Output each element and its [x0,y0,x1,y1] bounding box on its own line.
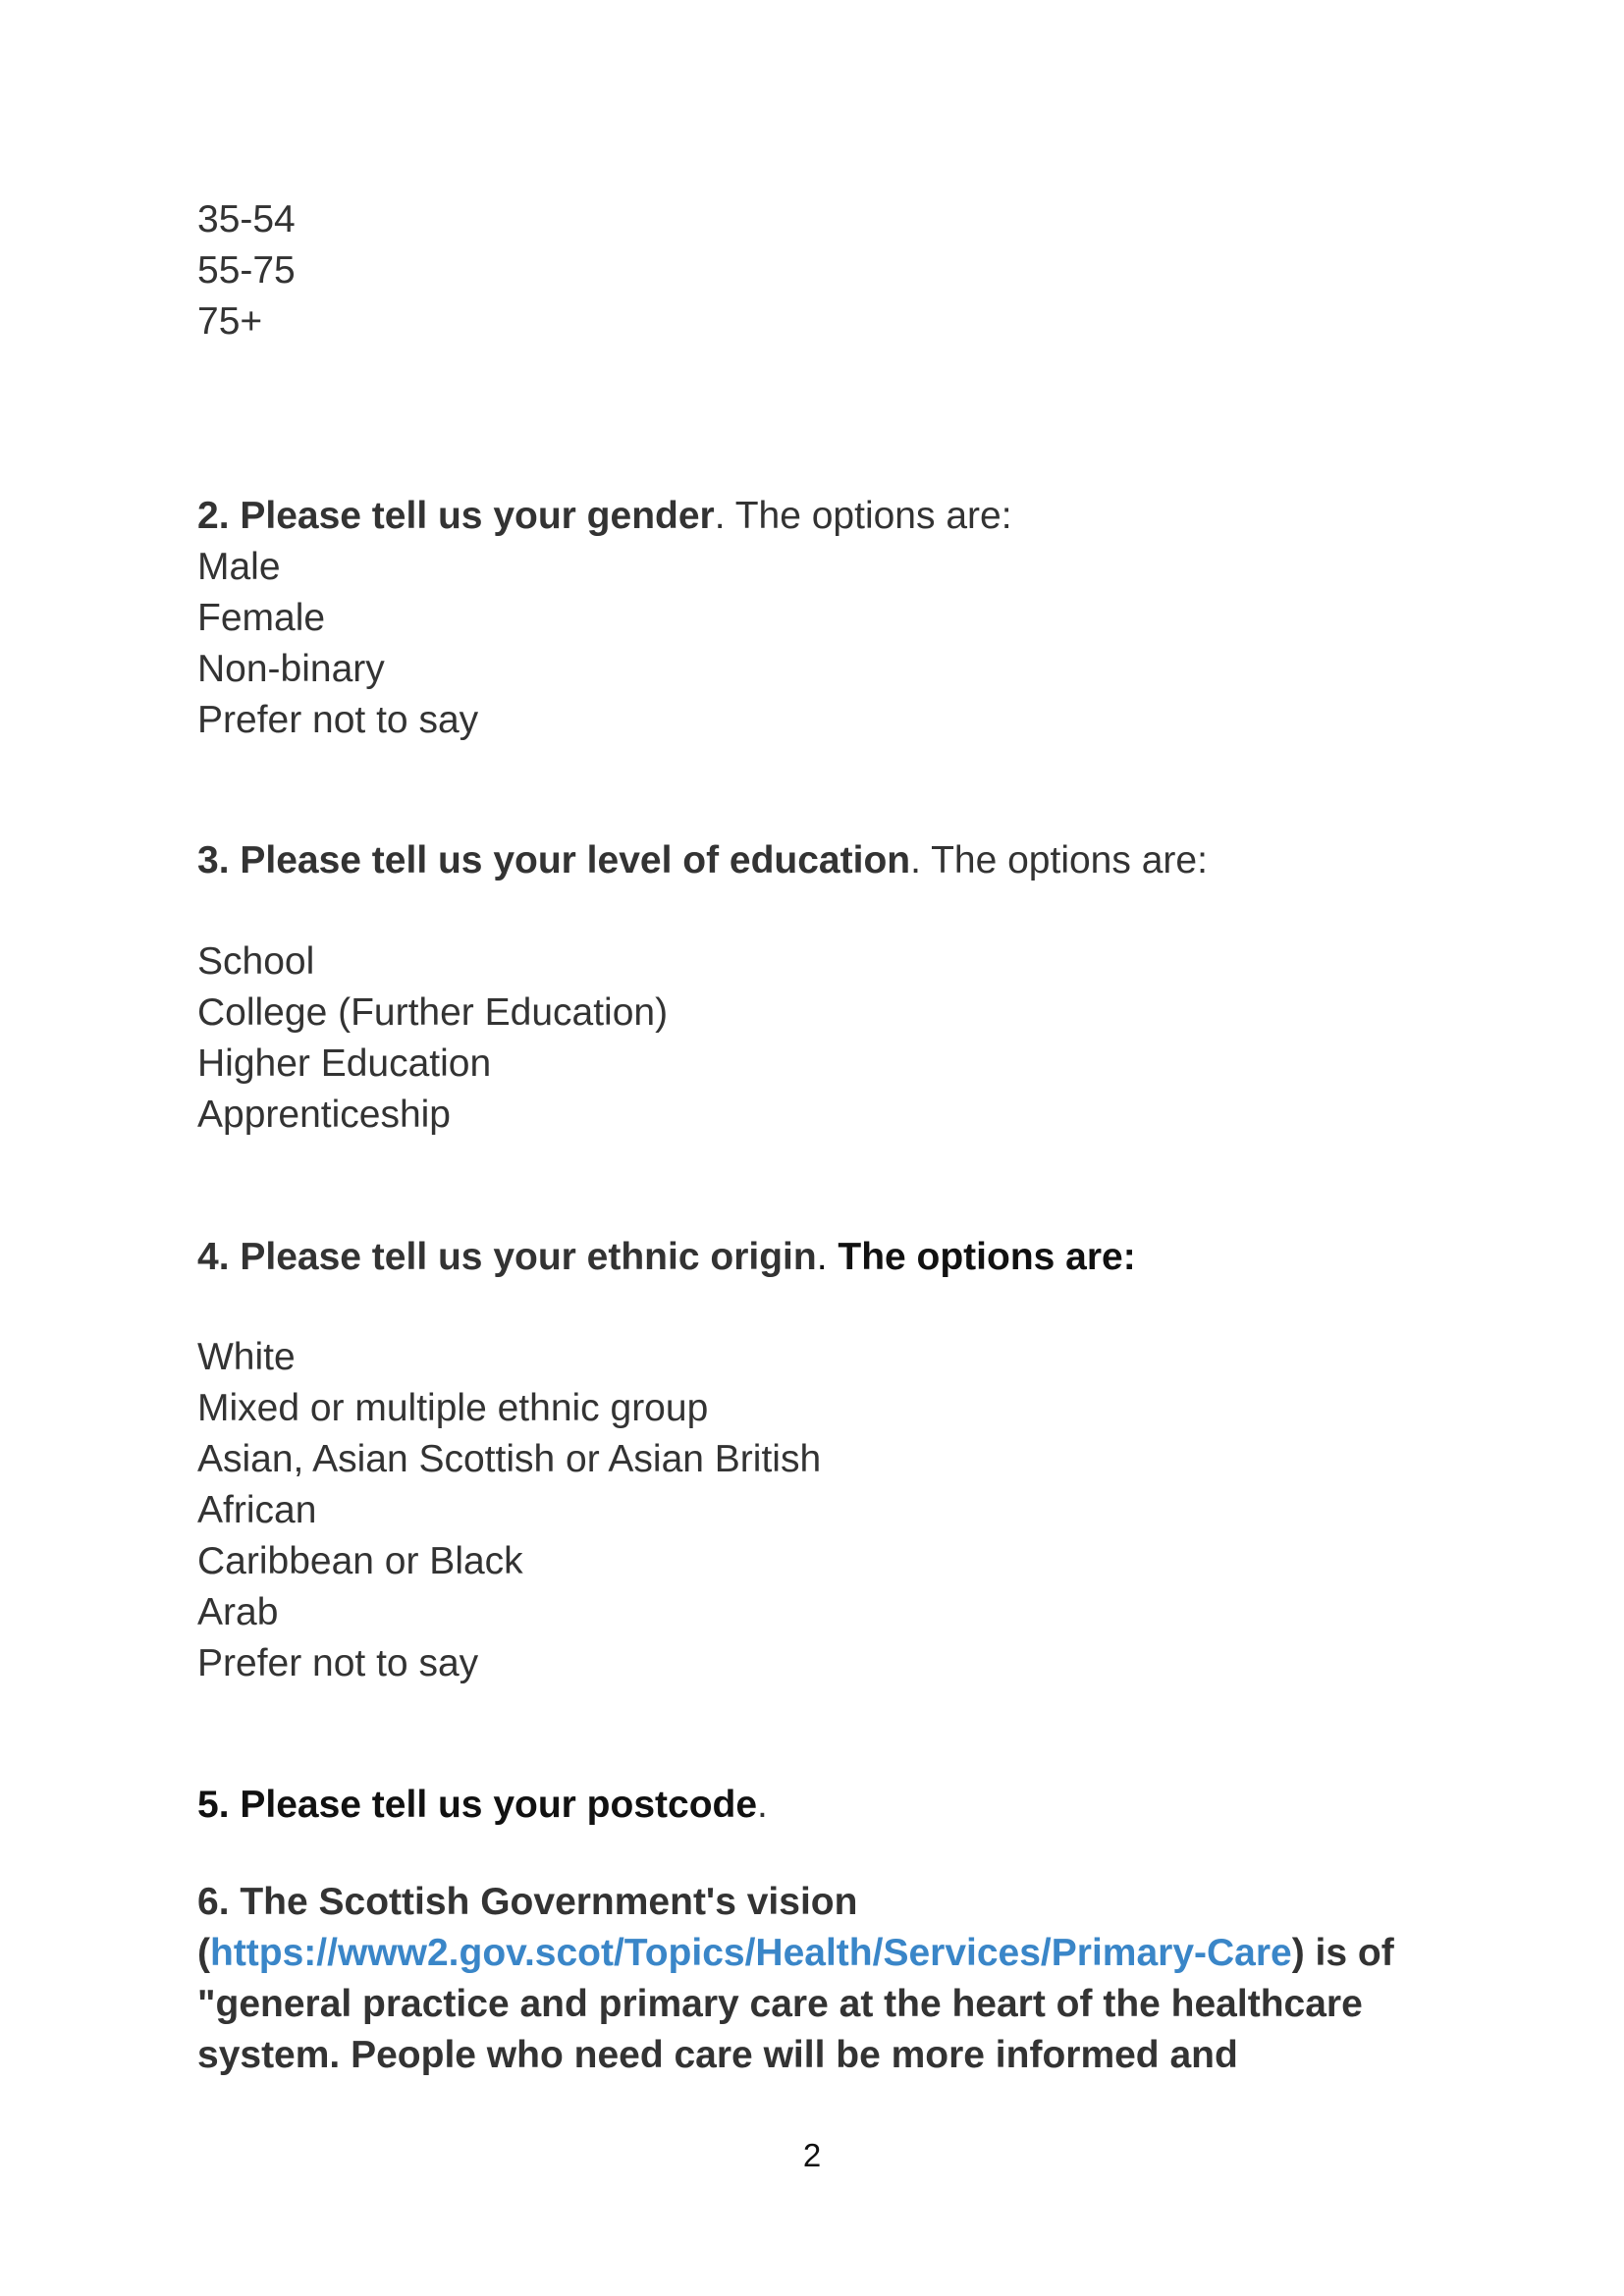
option-item: African [197,1489,317,1531]
question-heading [197,1232,1454,1283]
question-heading [197,1780,1454,1831]
question-punct: . [714,495,726,537]
question-gender [197,491,1454,746]
open-paren: ( [197,1932,210,1974]
age-option: 55-75 [197,249,296,292]
question-text: "general practice and primary care at the heart of the healthcare [197,1983,1363,2025]
option-item: Male [197,546,281,588]
question-text: 3. Please tell us your level of education [197,839,911,881]
option-item: White [197,1336,296,1378]
option-item: Prefer not to say [197,1642,479,1684]
question-text: system. People who need care will be more informed and [197,2034,1238,2076]
question-ethnic-origin [197,1232,1454,1283]
question-education [197,835,1454,886]
question-vision [197,1877,1454,2081]
age-option: 35-54 [197,198,296,240]
after-link-text: ) is of [1291,1932,1394,1974]
question-punct: . [910,839,921,881]
question-suffix: The options are: [827,1236,1136,1278]
question-postcode [197,1780,1454,1831]
question-suffix: The options are: [920,839,1208,881]
education-options-list [197,936,1454,1141]
option-item: School [197,940,315,983]
option-item: Female [197,597,326,639]
question-text: 4. Please tell us your ethnic origin [197,1236,817,1278]
question-punct: . [816,1236,828,1278]
option-item: Non-binary [197,648,385,690]
question-text: 2. Please tell us your gender [197,495,715,537]
option-item: Apprenticeship [197,1094,451,1136]
question-heading [197,491,1454,542]
question-text-link-line [197,1928,1454,1979]
option-item: Higher Education [197,1042,492,1085]
option-item: Asian, Asian Scottish or Asian British [197,1438,822,1480]
option-item: Mixed or multiple ethnic group [197,1387,709,1429]
option-item: Prefer not to say [197,699,479,741]
question-text: 6. The Scottish Government's vision [197,1881,858,1923]
option-item: Caribbean or Black [197,1540,523,1582]
age-options-list [197,194,1454,347]
primary-care-link[interactable]: https://www2.gov.scot/Topics/Health/Services/Primary-Care [210,1932,1292,1974]
question-heading [197,835,1454,886]
option-item: College (Further Education) [197,991,669,1034]
ethnic-options-list [197,1332,1454,1689]
question-text: 5. Please tell us your postcode [197,1784,758,1826]
option-item: Arab [197,1591,279,1633]
age-option: 75+ [197,300,263,343]
question-punct: . [757,1784,768,1826]
page-number: 2 [802,2137,822,2173]
question-suffix: The options are: [725,495,1012,537]
